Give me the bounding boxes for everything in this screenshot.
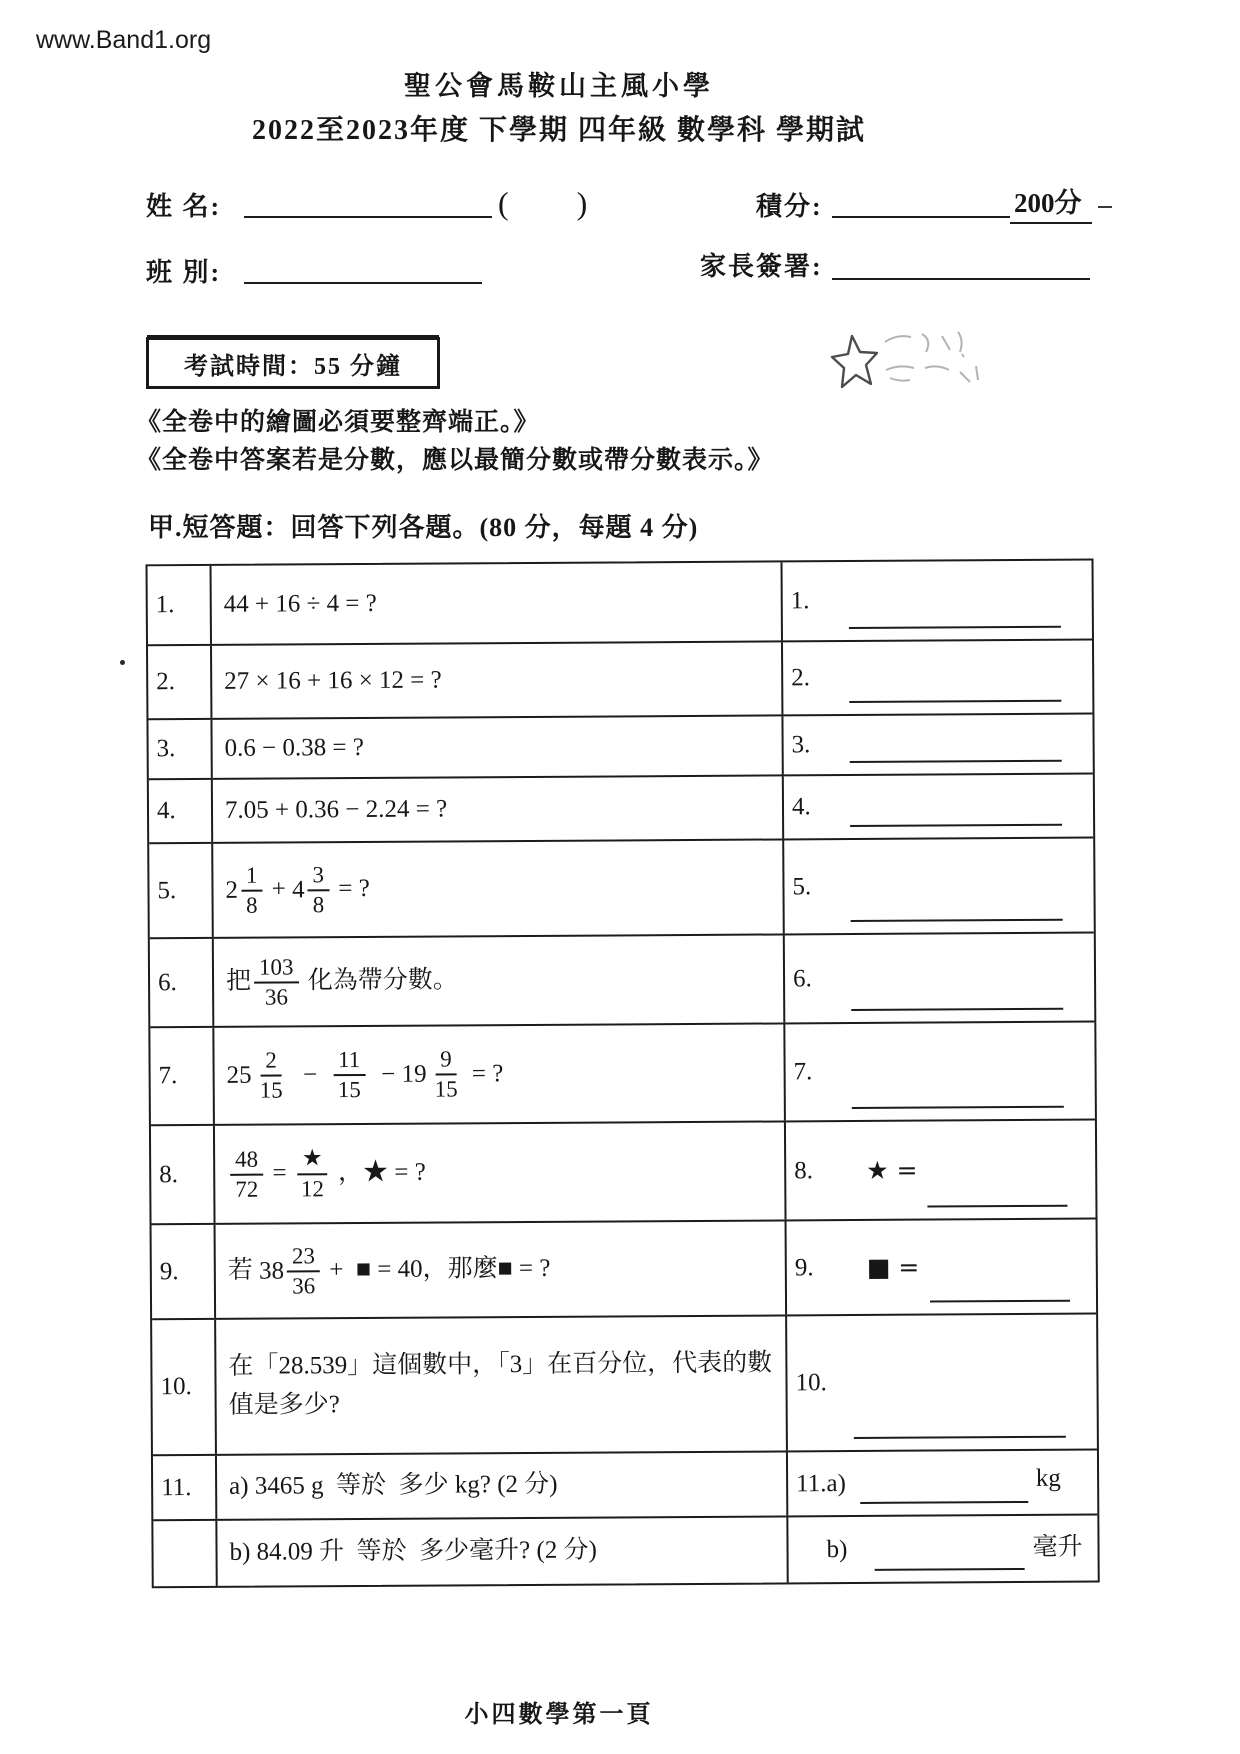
question-number-cell: 1. — [148, 566, 212, 644]
question-row-4 — [149, 775, 1093, 845]
question-text: ，★ = ? — [331, 1158, 426, 1187]
question-text: 在「28.539」這個數中，「3」在百分位，代表的數值是多少? — [228, 1349, 773, 1419]
question-number-cell: 7. — [150, 1028, 215, 1124]
answer-label: 9. — [794, 1253, 814, 1281]
answer-label: b) — [826, 1535, 848, 1563]
star-stamp-icon — [830, 330, 1000, 400]
question-content-cell — [217, 1452, 788, 1518]
question-text: 27 × 16 + 16 × 12 = ? — [224, 666, 442, 695]
question-row-8 — [151, 1121, 1096, 1226]
answer-blank-line — [852, 1106, 1064, 1109]
fraction: $\frac{11}{15}$ — [333, 1047, 366, 1103]
answer-blank-line — [851, 1008, 1063, 1011]
answer-unit: kg — [1035, 1464, 1061, 1492]
score-label: 積分: — [756, 192, 823, 221]
fraction: $\frac{48}{72}$ — [230, 1146, 263, 1202]
question-content-cell — [214, 935, 786, 1025]
answer-label: 1. — [790, 587, 810, 615]
fraction: $\frac{103}{36}$ — [254, 954, 299, 1010]
question-row-6 — [150, 934, 1095, 1029]
answer-blank-line — [854, 1436, 1066, 1439]
answer-cell — [783, 641, 1092, 715]
question-number-cell: 4. — [149, 780, 213, 842]
question-number-cell — [153, 1521, 217, 1586]
answer-cell — [784, 775, 1093, 839]
question-text: 7.05 + 0.36 − 2.24 = ? — [224, 795, 448, 824]
question-content-cell — [213, 840, 785, 936]
question-text: 化為帶分數。 — [301, 966, 458, 995]
answer-blank-line — [860, 1501, 1028, 1504]
question-row-11 — [153, 1451, 1097, 1522]
parent-signature-label: 家長簽署: — [700, 252, 823, 281]
question-number-cell: 10. — [152, 1320, 217, 1454]
question-row-7 — [150, 1023, 1095, 1127]
question-content-cell — [212, 642, 783, 717]
scan-speck — [120, 660, 125, 665]
answer-label: 10. — [795, 1369, 827, 1397]
question-row-5 — [149, 839, 1094, 940]
exam-time-box — [146, 337, 440, 389]
question-content-cell — [212, 562, 783, 643]
answer-cell — [787, 1220, 1097, 1315]
school-name: 聖公會馬鞍山主風小學 — [404, 71, 714, 101]
question-row-10 — [152, 1315, 1097, 1457]
fraction: $\frac{★}{12}$ — [296, 1146, 329, 1202]
answer-cell — [783, 715, 1092, 775]
mixed-number: 4 $\frac{3}{8}$ — [292, 862, 332, 918]
answer-blank-line — [850, 760, 1062, 763]
question-number-cell: 3. — [148, 720, 212, 778]
exam-title: 2022至2023年度 下學期 四年級 數學科 學期試 — [251, 115, 866, 146]
answer-label: 2. — [791, 664, 811, 692]
class-blank-line — [244, 250, 482, 284]
question-content-cell — [214, 1024, 786, 1123]
answer-label: 7. — [793, 1058, 813, 1086]
question-row-12 — [153, 1516, 1097, 1587]
score-total: 200分 — [1010, 181, 1092, 224]
question-text: 44 + 16 ÷ 4 = ? — [223, 589, 377, 618]
section-heading: 甲.短答題：回答下列各題。(80 分，每題 4 分) — [148, 513, 699, 542]
name-blank-line — [244, 184, 492, 218]
instruction-line-1: 《全卷中的繪圖必須要整齊端正。》 — [136, 409, 540, 436]
answer-cell — [788, 1451, 1097, 1516]
answer-symbol: ■ = — [866, 1252, 920, 1282]
question-text: − — [368, 1060, 402, 1088]
answer-blank-line — [875, 1568, 1025, 1571]
answer-blank-line — [850, 824, 1062, 827]
fraction: $\frac{1}{8}$ — [241, 862, 263, 918]
fraction: $\frac{3}{8}$ — [307, 862, 329, 918]
question-text: a) 3465 g 等於 多少 kg? (2 分) — [229, 1470, 558, 1500]
answer-cell — [785, 1023, 1095, 1121]
answer-label: 6. — [792, 964, 812, 992]
question-row-9 — [152, 1220, 1097, 1321]
question-number-cell: 5. — [149, 844, 214, 937]
question-row-1 — [148, 561, 1092, 647]
question-row-3 — [148, 715, 1092, 781]
fraction: $\frac{23}{36}$ — [287, 1243, 320, 1299]
question-text: = ? — [465, 1059, 504, 1088]
answer-cell — [783, 561, 1092, 641]
answer-blank-line — [849, 626, 1061, 629]
question-number-cell: 6. — [150, 939, 215, 1026]
exam-time-text: 考試時間：55 分鐘 — [184, 353, 402, 380]
answer-cell — [785, 934, 1095, 1023]
question-content-cell — [215, 1122, 787, 1222]
question-text: = — [266, 1159, 293, 1187]
answer-cell — [787, 1315, 1097, 1451]
question-text: = ? — [332, 875, 370, 903]
question-text: − — [290, 1060, 330, 1089]
answer-label: 5. — [792, 872, 812, 900]
question-text: 若 — [227, 1256, 260, 1284]
answer-label: 8. — [794, 1156, 814, 1184]
answer-cell — [784, 839, 1094, 934]
question-number-cell: 11. — [153, 1456, 217, 1519]
question-text: + — [265, 875, 293, 903]
question-content-cell — [212, 716, 783, 777]
question-text: b) 84.09 升 等於 多少毫升? (2 分) — [229, 1536, 597, 1566]
name-label: 姓 名: — [146, 192, 222, 221]
answer-blank-line — [930, 1300, 1070, 1303]
mixed-number: 38 $\frac{23}{36}$ — [259, 1243, 323, 1299]
fraction: $\frac{2}{15}$ — [259, 1047, 283, 1103]
answer-label: 3. — [791, 731, 811, 759]
question-content-cell — [216, 1316, 788, 1453]
fraction: $\frac{9}{15}$ — [434, 1046, 458, 1102]
question-number-cell: 2. — [148, 646, 212, 718]
question-text: 0.6 − 0.38 = ? — [224, 733, 365, 762]
question-number-cell: 8. — [151, 1126, 216, 1223]
answer-blank-line — [851, 919, 1063, 922]
site-watermark: www.Band1.org — [36, 26, 212, 54]
page-footer: 小四數學第一頁 — [464, 1702, 654, 1728]
answer-cell — [786, 1121, 1096, 1220]
answer-label: 11.a) — [796, 1469, 846, 1497]
question-row-2 — [148, 641, 1092, 721]
name-paren: ( ) — [498, 185, 606, 221]
question-number-cell: 9. — [152, 1225, 217, 1318]
class-label: 班 別: — [146, 258, 222, 287]
scan-artifact — [1098, 206, 1112, 208]
question-content-cell — [213, 776, 784, 841]
mixed-number: 25 $\frac{2}{15}$ — [226, 1048, 290, 1104]
parent-signature-blank-line — [832, 244, 1090, 280]
question-content-cell — [217, 1517, 788, 1585]
score-blank-line — [832, 182, 1010, 218]
question-text: + ■ = 40，那麼■ = ? — [323, 1254, 551, 1284]
question-text: 把 — [225, 967, 252, 995]
mixed-number: 19 $\frac{9}{15}$ — [401, 1047, 465, 1103]
answer-label: 4. — [791, 793, 811, 821]
answer-unit: 毫升 — [1032, 1533, 1083, 1561]
question-table — [146, 559, 1100, 1589]
answer-blank-line — [849, 700, 1061, 703]
question-content-cell — [216, 1221, 788, 1317]
mixed-number: 2 $\frac{1}{8}$ — [225, 862, 265, 918]
answer-blank-line — [928, 1205, 1068, 1208]
instruction-line-2: 《全卷中答案若是分數，應以最簡分數或帶分數表示。》 — [136, 447, 774, 474]
answer-cell — [788, 1516, 1097, 1583]
answer-symbol: ★ = — [866, 1155, 918, 1185]
